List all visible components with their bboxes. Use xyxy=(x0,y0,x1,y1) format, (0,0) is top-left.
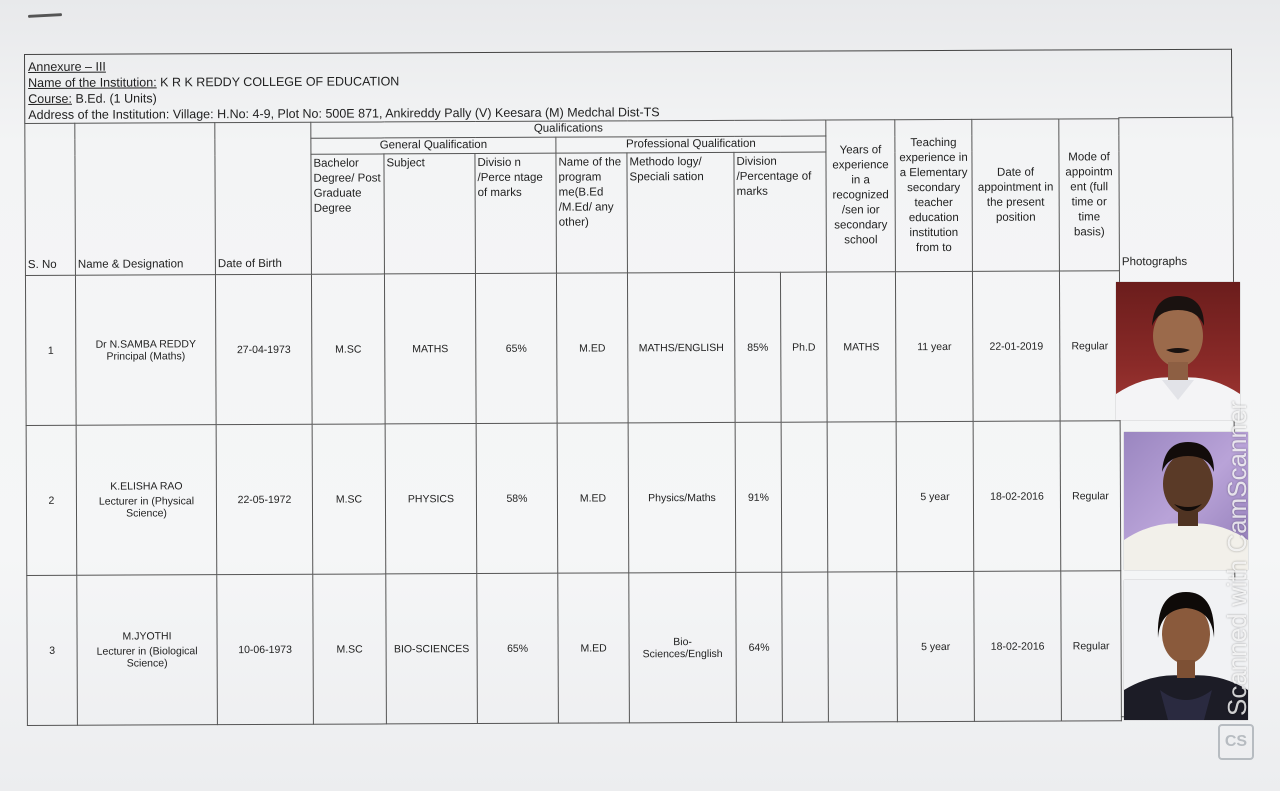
person-photo-icon xyxy=(1116,282,1240,420)
header-name: Name & Designation xyxy=(75,123,216,276)
camscanner-watermark: Scanned with CamScanner xyxy=(1222,400,1252,716)
staff-name: K.ELISHA RAO xyxy=(110,480,183,493)
header-division-general: Divisio n /Perce ntage of marks xyxy=(475,153,557,273)
cell-subject: BIO-SCIENCES xyxy=(386,574,478,724)
header-years-experience: Years of experience in a recognized /sen ior secondary school xyxy=(826,120,896,272)
cell-extra-qualification: Ph.D xyxy=(780,272,827,422)
header-teaching-experience: Teaching experience in a Elementary secondary teacher education institution from to xyxy=(895,119,973,271)
cell-degree: M.SC xyxy=(312,424,386,574)
cell-sno: 2 xyxy=(26,425,77,575)
staff-designation: Lecturer in (Physical Science) xyxy=(98,495,195,520)
header-professional-qualification: Professional Qualification xyxy=(556,136,826,153)
cell-program: M.ED xyxy=(558,573,630,723)
cell-division-general: 65% xyxy=(477,573,559,723)
cell-subject: PHYSICS xyxy=(385,424,477,574)
cell-name-designation xyxy=(76,425,217,576)
course-label: Course: xyxy=(28,91,73,106)
methodology-text: Bio- Sciences/English xyxy=(642,635,723,660)
cell-division-professional: 64% xyxy=(736,572,783,722)
cell-years-experience: MATHS xyxy=(827,272,897,422)
header-qualifications: Qualifications xyxy=(311,120,826,138)
header-dob: Date of Birth xyxy=(215,122,312,274)
institution-label: Name of the Institution: xyxy=(28,75,157,90)
cell-years-experience xyxy=(828,572,898,722)
address-label: Address of the Institution: xyxy=(28,107,170,122)
cell-dob: 22-05-1972 xyxy=(216,424,313,574)
cell-mode: Regular xyxy=(1060,271,1121,421)
cell-methodology: MATHS/ENGLISH xyxy=(627,272,735,422)
staff-designation: Principal (Maths) xyxy=(106,349,186,363)
header-mode-of-appointment: Mode of appointm ent (full time or time basis) xyxy=(1059,119,1120,271)
cell-program: M.ED xyxy=(556,273,628,423)
cell-division-general: 65% xyxy=(475,273,557,423)
cell-extra-qualification xyxy=(781,422,828,572)
table-row xyxy=(25,271,1120,426)
cell-sno: 1 xyxy=(25,275,76,425)
course-value: B.Ed. (1 Units) xyxy=(75,91,157,106)
annexure-sheet xyxy=(24,49,1235,724)
cell-methodology: Physics/Maths xyxy=(628,422,736,572)
cell-methodology xyxy=(629,572,737,722)
scan-mark xyxy=(28,13,62,18)
header-general-qualification: General Qualification xyxy=(311,137,556,154)
header-date-of-appointment: Date of appointment in the present position xyxy=(972,119,1060,271)
cell-mode: Regular xyxy=(1061,571,1122,721)
cell-mode: Regular xyxy=(1060,421,1121,571)
annexure-title: Annexure – III xyxy=(28,59,106,74)
header-methodology: Methodo logy/ Speciali sation xyxy=(627,152,735,272)
cell-years-experience xyxy=(827,422,897,572)
cell-dob: 10-06-1973 xyxy=(217,574,314,724)
camscanner-logo-icon: CS xyxy=(1218,724,1254,760)
staff-designation: Lecturer in (Biological Science) xyxy=(96,645,198,670)
header-division-professional: Division /Percentage of marks xyxy=(734,152,827,272)
cell-teaching-experience: 5 year xyxy=(897,571,975,721)
cell-date-of-appointment: 18-02-2016 xyxy=(974,571,1062,721)
header-program: Name of the program me(B.Ed /M.Ed/ any other) xyxy=(556,153,628,273)
cell-name-designation xyxy=(77,575,218,726)
institution-name: K R K REDDY COLLEGE OF EDUCATION xyxy=(160,74,400,90)
cell-teaching-experience: 11 year xyxy=(896,271,974,421)
header-sno: S. No xyxy=(25,123,76,275)
cell-degree: M.SC xyxy=(311,274,385,424)
cell-teaching-experience: 5 year xyxy=(896,421,974,571)
cell-dob: 27-04-1973 xyxy=(215,274,312,424)
cell-program: M.ED xyxy=(557,423,629,573)
header-photographs: Photographs xyxy=(1121,255,1188,269)
table-row xyxy=(26,421,1121,576)
cell-date-of-appointment: 22-01-2019 xyxy=(973,271,1061,421)
staff-name: Dr N.SAMBA REDDY xyxy=(95,337,196,351)
cell-degree: M.SC xyxy=(313,574,387,724)
header-bachelor-degree: Bachelor Degree/ Post Graduate Degree xyxy=(311,154,385,274)
cell-sno: 3 xyxy=(27,575,78,725)
cell-division-professional: 85% xyxy=(734,272,781,422)
header-subject: Subject xyxy=(384,154,476,274)
cell-date-of-appointment: 18-02-2016 xyxy=(973,421,1061,571)
staff-photo-1 xyxy=(1116,282,1240,420)
cell-extra-qualification xyxy=(782,572,829,722)
table-row xyxy=(27,571,1122,726)
cell-division-general: 58% xyxy=(476,423,558,573)
cell-division-professional: 91% xyxy=(735,422,782,572)
staff-name: M.JYOTHI xyxy=(122,630,172,643)
document-header xyxy=(24,49,1232,123)
staff-table xyxy=(24,118,1122,726)
cell-name-designation xyxy=(75,275,216,426)
address-value: Village: H.No: 4-9, Plot No: 500E 871, Ankireddy Pally (V) Keesara (M) Medchal Dist-TS xyxy=(172,105,660,122)
cell-subject: MATHS xyxy=(384,274,476,424)
